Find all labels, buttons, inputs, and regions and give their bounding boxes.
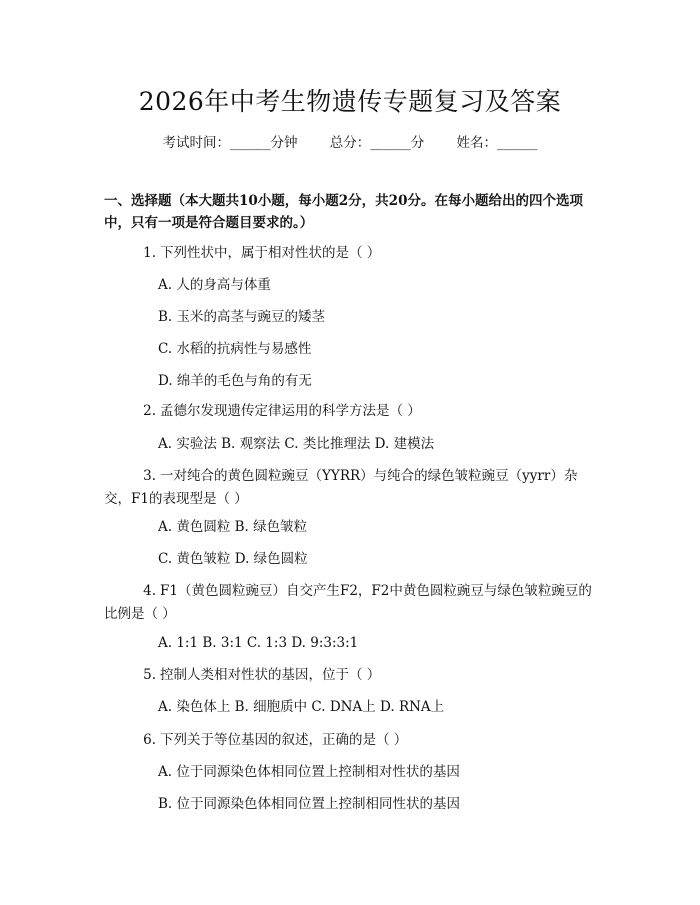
- total-score: 总分：______分: [329, 135, 425, 151]
- option-6b: B. 位于同源染色体相同位置上控制相同性状的基因: [158, 796, 461, 812]
- question-text: 一对纯合的黄色圆粒豌豆（YYRR）与纯合的绿色皱粒豌豆（yyrr）杂交，F1的表现型是（ ）: [104, 468, 578, 507]
- question-text: 控制人类相对性状的基因，位于（ ）: [160, 667, 381, 683]
- option-5: A. 染色体上 B. 细胞质中 C. DNA上 D. RNA上: [158, 699, 445, 715]
- question-number: 6.: [143, 732, 156, 748]
- option-2: A. 实验法 B. 观察法 C. 类比推理法 D. 建模法: [158, 436, 435, 452]
- question-2: [104, 400, 599, 423]
- exam-time: 考试时间：______分钟: [162, 135, 298, 151]
- option-1a: A. 人的身高与体重: [158, 277, 271, 293]
- option-3b: C. 黄色皱粒 D. 绿色圆粒: [158, 551, 308, 567]
- question-number: 3.: [143, 468, 156, 484]
- question-6: [104, 729, 599, 752]
- question-text: 孟德尔发现遗传定律运用的科学方法是（ ）: [160, 403, 421, 419]
- option-1c: C. 水稻的抗病性与易感性: [158, 341, 312, 357]
- question-5: [104, 664, 599, 687]
- question-text: 下列性状中，属于相对性状的是（ ）: [160, 245, 381, 261]
- question-text: 下列关于等位基因的叙述，正确的是（ ）: [160, 732, 408, 748]
- question-number: 4.: [143, 583, 156, 599]
- question-number: 1.: [143, 245, 156, 261]
- question-1: [104, 242, 599, 265]
- option-3a: A. 黄色圆粒 B. 绿色皱粒: [158, 519, 308, 535]
- option-6a: A. 位于同源染色体相同位置上控制相对性状的基因: [158, 764, 460, 780]
- student-name: 姓名：______: [456, 135, 538, 151]
- exam-meta: [0, 131, 700, 151]
- option-4: A. 1:1 B. 3:1 C. 1:3 D. 9:3:3:1: [158, 635, 359, 651]
- option-1b: B. 玉米的高茎与豌豆的矮茎: [158, 309, 326, 325]
- section-heading: 一、选择题（本大题共10小题，每小题2分，共20分。在每小题给出的四个选项中，只有一项是符合题目要求的。）: [104, 193, 583, 231]
- question-number: 2.: [143, 403, 156, 419]
- question-4: [104, 580, 599, 626]
- page-title: 2026年中考生物遗传专题复习及答案: [138, 87, 562, 116]
- option-1d: D. 绵羊的毛色与角的有无: [158, 373, 312, 389]
- question-number: 5.: [143, 667, 156, 683]
- question-3: [104, 465, 599, 511]
- question-text: F1（黄色圆粒豌豆）自交产生F2，F2中黄色圆粒豌豆与绿色皱粒豌豆的比例是（ ）: [104, 583, 592, 622]
